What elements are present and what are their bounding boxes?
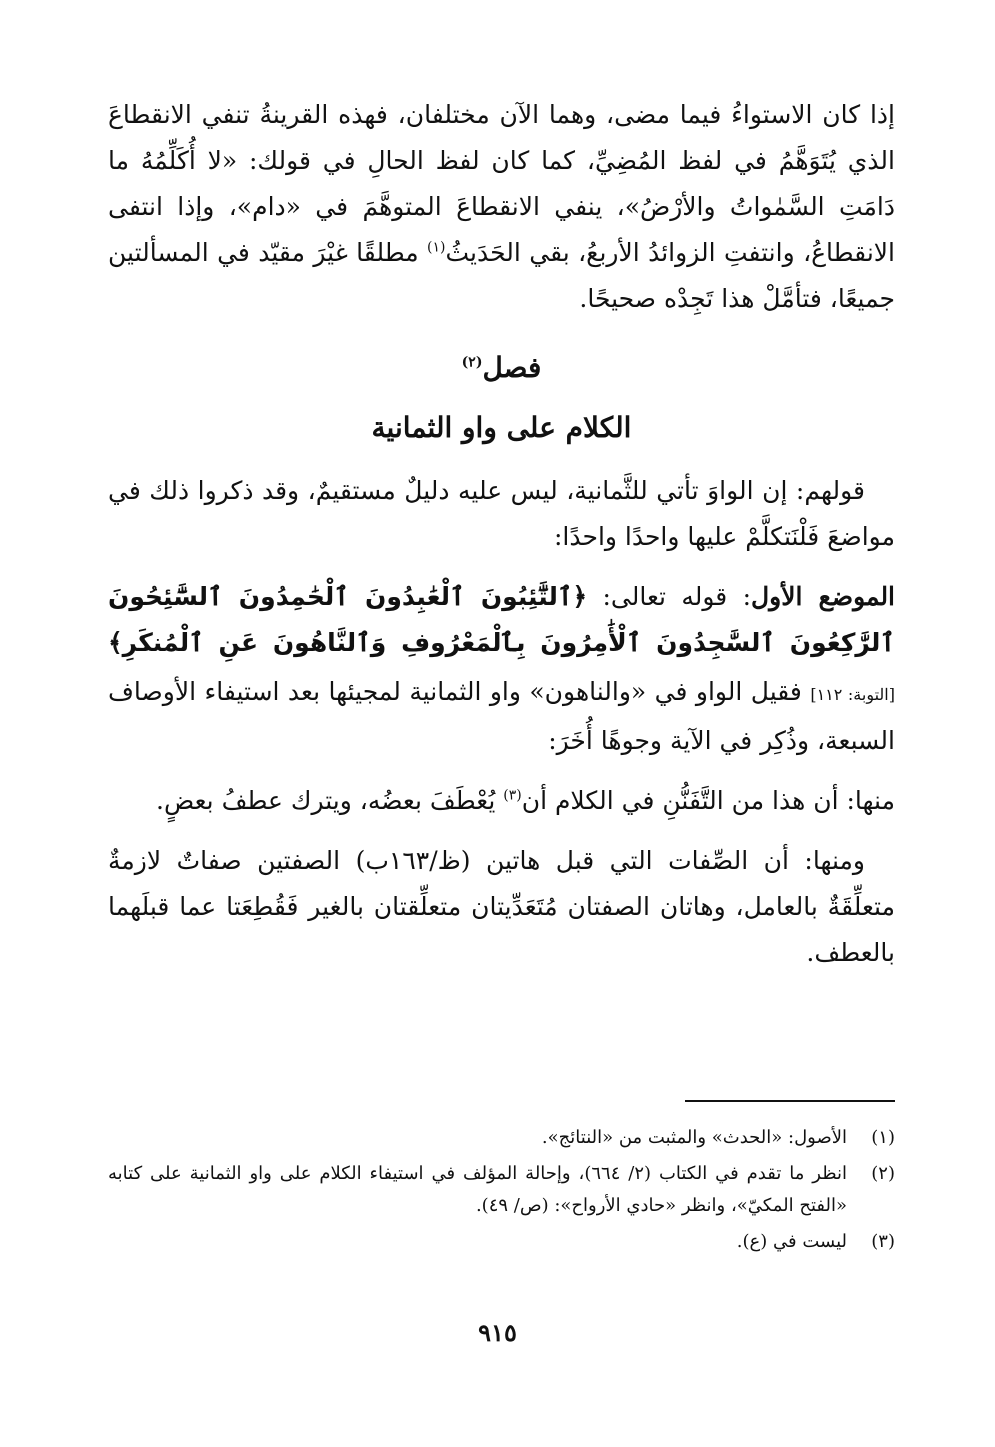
footnote-1-text: الأصول: «الحدث» والمثبت من «النتائج». (541, 1127, 847, 1148)
paragraph-1-text: إذا كان الاستواءُ فيما مضى، وهما الآن مختلفان، فهذه القرينةُ تنفي الانقطاعَ الذي يُتَوَهَّمُ في لفظ المُضِيِّ، كما كان لفظ الحالِ في قولك: «لا أُكَلِّمُهُ ما دَامَتِ السَّمٰواتُ والأرْضُ»، ينفي الانقطاعَ المتوهَّمَ في «دام»، وإذا انتفى الانقطاعُ، وانتفتِ الزوائدُ الأربعُ، بقي الحَدَيثُ (108, 100, 895, 267)
paragraph-1 (108, 92, 895, 322)
footnote-1 (108, 1122, 895, 1154)
footnote-2-number: (٢) (871, 1163, 895, 1184)
main-text (108, 92, 895, 976)
paragraph-5: ومنها: أن الصِّفات التي قبل هاتين (ظ/١٦٣ب) الصفتين صفاتٌ لازمةٌ متعلِّقَةٌ بالعامل، وهاتان الصفتان مُتَعَدِّيتان متعلِّقتان بالغير فَقُطِعَتا عما قبلَهما بالعطف. (108, 846, 895, 967)
quran-verse: ﴿ٱلتَّٰٓئِبُونَ ٱلْعَٰبِدُونَ ٱلْحَٰمِدُونَ ٱلسَّٰٓئِحُونَ ٱلرَّٰكِعُونَ ٱلسَّٰجِدُونَ ٱلْأَٰمِرُونَ بِٱلْمَعْرُوفِ وَٱلنَّاهُونَ عَنِ ٱلْمُنكَرِ﴾ (108, 582, 895, 657)
paragraph-3-rest: فقيل الواو في «والناهون» واو الثمانية لمجيئها بعد استيفاء الأوصاف السبعة، وذُكِر في الآية وجوهًا أُخَرَ: (108, 677, 895, 755)
paragraph-4-text-b: يُعْطَفَ بعضُه، ويترك عطفُ بعضٍ. (156, 786, 504, 815)
footnote-ref-1: (١) (427, 239, 446, 256)
footnote-2-text: انظر ما تقدم في الكتاب (٢/ ٦٦٤)، وإحالة المؤلف في استيفاء الكلام على واو الثمانية على كتابه «الفتح المكيّ»، وانظر «حادي الأرواح»: (ص/ ٤٩). (108, 1163, 847, 1216)
footnote-separator (685, 1100, 895, 1102)
footnote-3-number: (٣) (871, 1231, 895, 1252)
paragraph-2: قولهم: إن الواوَ تأتي للثَّمانية، ليس عليه دليلٌ مستقيمٌ، وقد ذكروا ذلك في مواضعَ فَلْنَتكلَّمْ عليها واحدًا واحدًا: (108, 476, 895, 551)
section-title-text: فصل (482, 351, 542, 384)
paragraph-3-label: الموضع الأول (751, 582, 896, 611)
page-number: ٩١٥ (478, 1318, 517, 1347)
footnote-ref-3: (٣) (503, 787, 522, 804)
verse-reference: [التوبة: ١١٢] (810, 685, 895, 704)
footnote-1-number: (١) (871, 1127, 895, 1148)
footnote-3-text: ليست في (ع). (736, 1231, 847, 1252)
paragraph-3 (108, 574, 895, 764)
section-subtitle: الكلام على واو الثمانية (371, 411, 632, 444)
footnote-ref-2: (٢) (461, 354, 483, 371)
paragraph-1-end: مطلقًا غيْرَ مقيّد في المسألتين جميعًا، فتأمَّلْ هذا تَجِدْه صحيحًا. (108, 238, 895, 313)
paragraph-4-text-a: منها: أن هذا من التَّفَنُّنِ في الكلام أن (521, 786, 895, 815)
paragraph-3-intro: : قوله تعالى: (587, 582, 751, 611)
section-title (108, 344, 895, 392)
footnote-2 (108, 1158, 895, 1222)
paragraph-4 (108, 778, 895, 824)
footnote-3 (108, 1226, 895, 1258)
footnotes (108, 1122, 895, 1262)
